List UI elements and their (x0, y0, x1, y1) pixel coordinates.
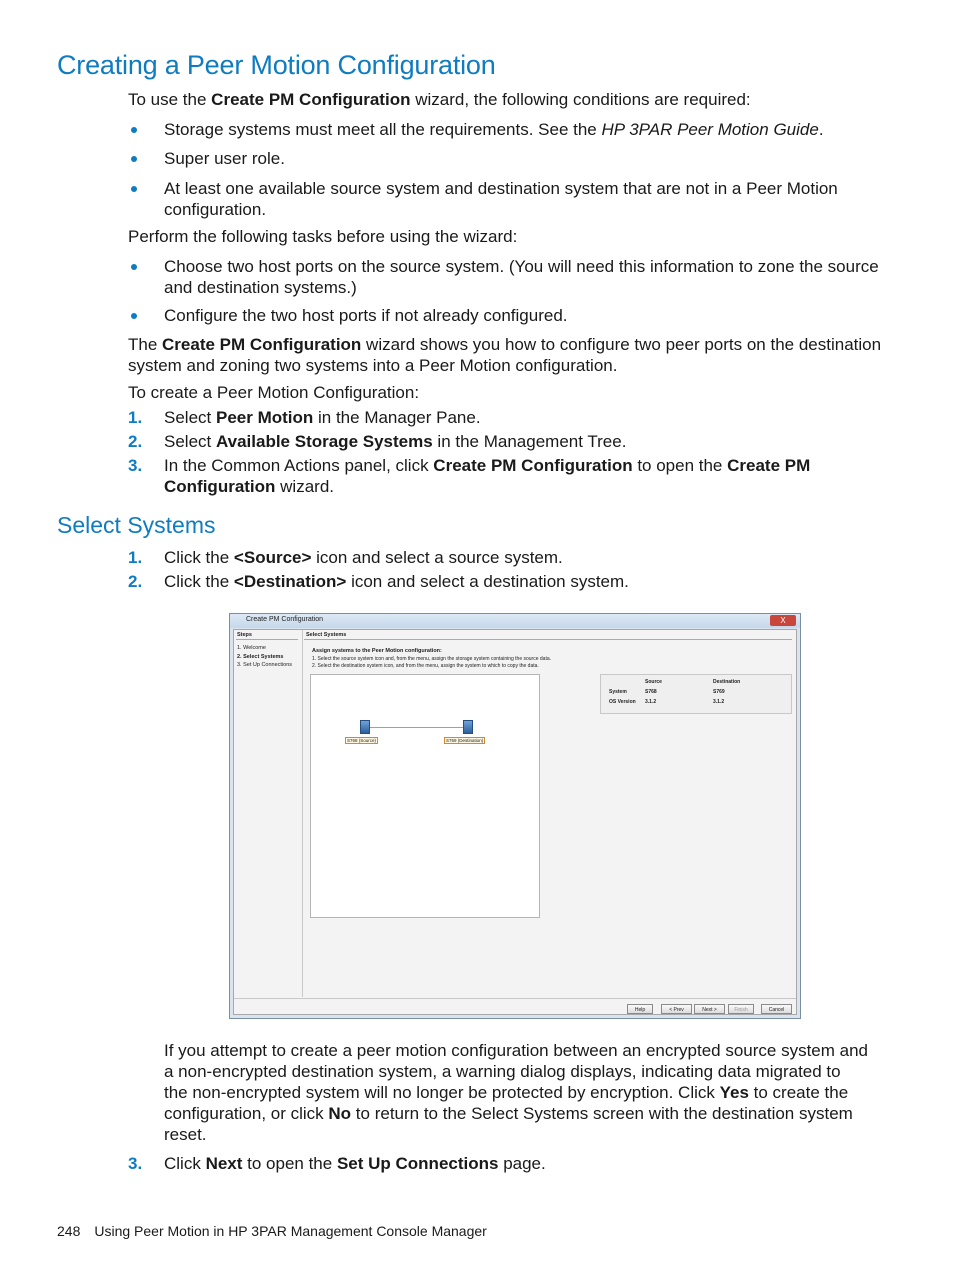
instruction-line: 2. Select the destination system icon, and from the menu, assign the system to which to copy the data. (312, 663, 539, 669)
divider (304, 639, 792, 640)
system-canvas (310, 674, 540, 918)
bullet-icon (131, 313, 137, 319)
step-number: 3. (128, 456, 143, 475)
step-number: 1. (128, 408, 143, 427)
row-label: System (609, 689, 627, 695)
table-header: Destination (713, 679, 741, 685)
finish-button[interactable]: Finish (728, 1004, 754, 1014)
condition-item: At least one available source system and destination system that are not in a Peer Motion configuration. (164, 179, 838, 219)
divider (234, 998, 796, 999)
close-button[interactable]: X (770, 615, 796, 626)
task-item: Choose two host ports on the source system. (You will need this information to zone the source and destination systems.) (164, 257, 879, 297)
task-item: Configure the two host ports if not already configured. (164, 306, 568, 325)
wizard-description: The Create PM Configuration wizard shows you how to configure two peer ports on the destination system and zoning two systems into a Peer Motion configuration. (128, 335, 882, 375)
dialog-body (233, 629, 797, 1015)
step-number: 2. (128, 432, 143, 451)
cell-value: 3.1.2 (645, 699, 657, 705)
bullet-icon (131, 264, 137, 270)
connection-line (368, 727, 472, 728)
condition-item: Super user role. (164, 149, 285, 168)
window-title: Create PM Configuration (246, 616, 324, 623)
step-number: 3. (128, 1154, 143, 1173)
step-number: 2. (128, 572, 143, 591)
tasks-intro: Perform the following tasks before using the wizard: (128, 227, 518, 246)
prev-button[interactable]: < Prev (661, 1004, 692, 1014)
create-step: Select Available Storage Systems in the Management Tree. (164, 432, 627, 451)
bullet-icon (131, 156, 137, 162)
table-header: Source (645, 679, 662, 685)
wizard-screenshot (229, 613, 801, 1019)
cancel-button[interactable]: Cancel (761, 1004, 792, 1014)
bullet-icon (131, 186, 137, 192)
create-step: Select Peer Motion in the Manager Pane. (164, 408, 481, 427)
window-titlebar (230, 614, 800, 628)
footer-text: Using Peer Motion in HP 3PAR Management Console Manager (94, 1223, 487, 1239)
cell-value: S769 (713, 689, 725, 695)
final-step: Click Next to open the Set Up Connections page. (164, 1154, 546, 1173)
step-number: 1. (128, 548, 143, 567)
step-item: 3. Set Up Connections (237, 662, 293, 668)
next-button[interactable]: Next > (694, 1004, 725, 1014)
steps-panel (234, 630, 303, 997)
bullet-icon (131, 127, 137, 133)
warning-paragraph: If you attempt to create a peer motion configuration between an encrypted source system and a non-encrypted destination system, a warning dialog displays, indicating data migrated to the non-encrypted system will no longer be protected by encryption. Click Yes to create the configuration, or click No to return to the Select Systems screen with the destination system reset. (164, 1041, 869, 1144)
intro-paragraph: To use the Create PM Configuration wizard, the following conditions are required: (128, 90, 751, 109)
instruction-line: 1. Select the source system icon and, from the menu, assign the storage system containing the source data. (312, 656, 552, 662)
create-step: In the Common Actions panel, click Create PM Configuration to open the Create PM Configuration wizard. (164, 456, 811, 496)
system-info-table (600, 674, 792, 714)
source-label[interactable]: S768 (Source) (347, 738, 377, 743)
cell-value: 3.1.2 (713, 699, 725, 705)
instructions-title: Assign systems to the Peer Motion configuration: (312, 648, 442, 654)
condition-item: Storage systems must meet all the requirements. See the HP 3PAR Peer Motion Guide. (164, 120, 824, 139)
section-heading: Select Systems (57, 512, 216, 538)
create-intro: To create a Peer Motion Configuration: (128, 383, 420, 402)
row-label: OS Version (609, 699, 636, 705)
cell-value: S768 (645, 689, 657, 695)
page-footer (57, 1223, 487, 1239)
help-button[interactable]: Help (627, 1004, 653, 1014)
destination-label[interactable]: S769 (Destination) (446, 738, 484, 743)
page-number: 248 (57, 1223, 81, 1239)
steps-header: Steps (237, 632, 252, 638)
step-item: 1. Welcome (237, 645, 266, 651)
destination-system-icon[interactable] (463, 720, 473, 734)
step-item-active: 2. Select Systems (237, 654, 284, 660)
page-title: Creating a Peer Motion Configuration (57, 50, 496, 80)
panel-header: Select Systems (306, 632, 347, 638)
select-step: Click the <Source> icon and select a source system. (164, 548, 563, 567)
divider (236, 639, 298, 640)
select-step: Click the <Destination> icon and select a destination system. (164, 572, 629, 591)
source-system-icon[interactable] (360, 720, 370, 734)
